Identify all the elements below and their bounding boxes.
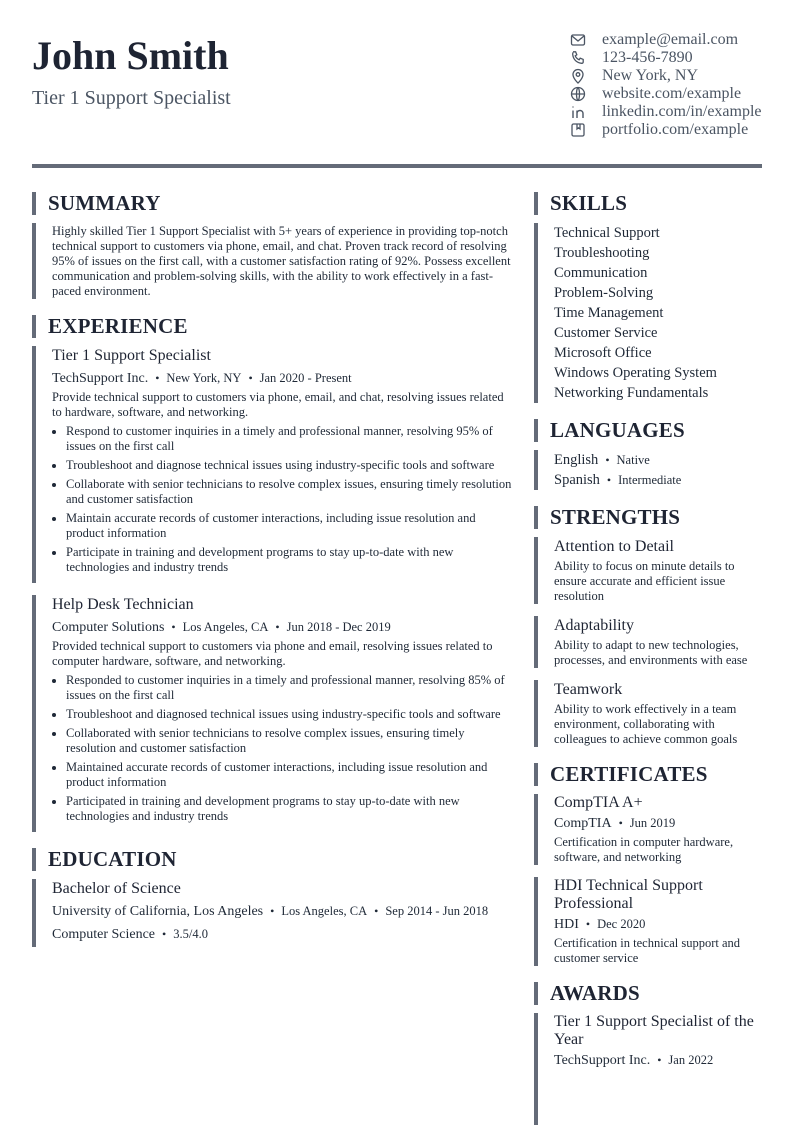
skill-item: Communication xyxy=(554,265,648,281)
certificate-issuer: HDI xyxy=(554,917,579,932)
linkedin-icon xyxy=(570,104,586,120)
strength-title: Adaptability xyxy=(554,617,634,634)
skill-item: Time Management xyxy=(554,305,664,321)
strength-desc: Ability to work effectively in a team environment, collaborating with colleagues to achieve common goals xyxy=(554,702,738,746)
award-date: Jan 2022 xyxy=(668,1053,714,1067)
education-meta: University of California, Los Angeles • Los Angeles, CA • Sep 2014 - Jun 2018 xyxy=(52,904,489,919)
job-company: Computer Solutions xyxy=(52,620,165,635)
job-bullet: • Participated in training and development programs to stay up-to-date with new technologies and industry trends xyxy=(66,794,512,824)
award-meta: TechSupport Inc. • Jan 2022 xyxy=(554,1053,714,1068)
experience-section xyxy=(32,315,512,832)
job-bullet: • Maintain accurate records of customer interactions, including issue resolution and product information xyxy=(66,511,512,541)
job-location: Los Angeles, CA xyxy=(182,620,269,634)
right-column xyxy=(534,192,762,1141)
language-item: English • Native xyxy=(554,452,650,468)
candidate-title: Tier 1 Support Specialist xyxy=(32,87,231,109)
certificate-title: CompTIA A+ xyxy=(554,794,643,811)
summary-text: Highly skilled Tier 1 Support Specialist with 5+ years of experience in providing top-notch technical support to customers via phone, email, and chat. Proven track record of resolving 95% of issues on the first call, with a customer satisfaction rating of 92%. Possess excellent communication and problem-solving skills, with the ability to work effectively in a fast-paced environment. xyxy=(52,224,511,298)
language-level: Intermediate xyxy=(618,473,682,487)
skill-item: Problem-Solving xyxy=(554,285,654,301)
skill-item: Networking Fundamentals xyxy=(554,385,709,401)
strength-item xyxy=(534,680,762,747)
job-bullet: • Troubleshoot and diagnosed technical issues using industry-specific tools and software xyxy=(66,707,512,722)
languages-heading: LANGUAGES xyxy=(534,419,762,442)
contact-website[interactable] xyxy=(570,85,770,103)
contact-location-text: New York, NY xyxy=(602,67,699,84)
education-block xyxy=(32,879,512,947)
job-bullet: • Responded to customer inquiries in a timely and professional manner, resolving 85% of issues on the first call xyxy=(66,673,512,703)
education-field: Computer Science xyxy=(52,927,156,942)
job-dates: Jun 2018 - Dec 2019 xyxy=(286,620,391,634)
resume-header xyxy=(32,0,762,166)
job-location: New York, NY xyxy=(166,371,242,385)
certificate-date: Dec 2020 xyxy=(597,917,646,931)
candidate-name: John Smith xyxy=(32,33,229,78)
job-meta: TechSupport Inc. • New York, NY • Jan 2020 - Present xyxy=(52,371,352,386)
contact-list xyxy=(570,31,770,139)
job-role: Tier 1 Support Specialist xyxy=(52,347,211,364)
job-company: TechSupport Inc. xyxy=(52,371,149,386)
skill-item: Technical Support xyxy=(554,225,660,241)
education-location: Los Angeles, CA xyxy=(281,904,368,918)
language-name: Spanish xyxy=(554,472,600,488)
summary-heading: SUMMARY xyxy=(32,192,512,215)
contact-email-text: example@email.com xyxy=(602,31,739,48)
skill-item: Troubleshooting xyxy=(554,245,650,261)
job-bullet: • Collaborated with senior technicians to resolve complex issues, ensuring timely resolution and customer satisfaction xyxy=(66,726,512,756)
job-dates: Jan 2020 - Present xyxy=(259,371,352,385)
strength-title: Attention to Detail xyxy=(554,538,674,555)
resume-page xyxy=(32,0,762,1068)
location-pin-icon xyxy=(570,68,586,84)
job-description: Provided technical support to customers via phone and email, resolving issues related to computer hardware, software, and networking. xyxy=(52,639,493,668)
experience-heading: EXPERIENCE xyxy=(32,315,512,338)
certificate-desc: Certification in technical support and customer service xyxy=(554,936,741,965)
award-title: Tier 1 Support Specialist of the Year xyxy=(554,1013,754,1048)
certificate-meta: HDI • Dec 2020 xyxy=(554,917,646,932)
contact-phone[interactable] xyxy=(570,49,770,67)
contact-website-text: website.com/example xyxy=(602,85,742,102)
education-school: University of California, Los Angeles xyxy=(52,904,264,919)
certificate-title: HDI Technical Support Professional xyxy=(554,877,703,912)
contact-linkedin-text: linkedin.com/in/example xyxy=(602,103,762,120)
phone-icon xyxy=(570,50,586,66)
contact-portfolio[interactable] xyxy=(570,121,770,139)
skills-block xyxy=(534,223,762,403)
job-bullet: • Respond to customer inquiries in a timely and professional manner, resolving 95% of issues on the first call xyxy=(66,424,512,454)
summary-block xyxy=(32,223,512,299)
strength-item xyxy=(534,537,762,604)
strength-item xyxy=(534,616,762,668)
contact-email[interactable] xyxy=(570,31,770,49)
skills-section xyxy=(534,192,762,403)
award-item xyxy=(534,1013,762,1125)
language-name: English xyxy=(554,452,599,468)
certificates-heading: CERTIFICATES xyxy=(534,763,762,786)
contact-phone-text: 123-456-7890 xyxy=(602,49,693,66)
strength-desc: Ability to adapt to new technologies, processes, and environments with ease xyxy=(554,638,748,667)
strengths-heading: STRENGTHS xyxy=(534,506,762,529)
job-bullet: • Collaborate with senior technicians to resolve complex issues, ensuring timely resolution and customer satisfaction xyxy=(66,477,512,507)
job-bullets xyxy=(52,673,512,824)
globe-icon xyxy=(570,86,586,102)
certificate-issuer: CompTIA xyxy=(554,816,612,831)
certificate-meta: CompTIA • Jun 2019 xyxy=(554,816,676,831)
languages-block xyxy=(534,450,762,490)
education-degree: Bachelor of Science xyxy=(52,880,181,897)
header-divider xyxy=(32,164,762,168)
job-bullet: • Participate in training and development programs to stay up-to-date with new technologies and industry trends xyxy=(66,545,512,575)
certificates-section xyxy=(534,763,762,966)
contact-location xyxy=(570,67,770,85)
education-field-row: Computer Science • 3.5/4.0 xyxy=(52,927,208,942)
awards-section xyxy=(534,982,762,1125)
strength-desc: Ability to focus on minute details to ensure accurate and efficient issue resolution xyxy=(554,559,735,603)
job-description: Provide technical support to customers via phone, email, and chat, resolving issues related to hardware, software, and networking. xyxy=(52,390,504,419)
skills-heading: SKILLS xyxy=(534,192,762,215)
job-role: Help Desk Technician xyxy=(52,596,194,613)
portfolio-icon xyxy=(570,122,586,138)
summary-section xyxy=(32,192,512,299)
education-section xyxy=(32,848,512,947)
contact-portfolio-text: portfolio.com/example xyxy=(602,121,749,138)
awards-heading: AWARDS xyxy=(534,982,762,1005)
skill-item: Microsoft Office xyxy=(554,345,652,361)
job-entry xyxy=(32,346,512,583)
left-column xyxy=(32,192,512,963)
languages-section xyxy=(534,419,762,490)
certificate-item xyxy=(534,794,762,865)
education-heading: EDUCATION xyxy=(32,848,512,871)
contact-linkedin[interactable] xyxy=(570,103,770,121)
education-dates: Sep 2014 - Jun 2018 xyxy=(385,904,489,918)
job-meta: Computer Solutions • Los Angeles, CA • Jun 2018 - Dec 2019 xyxy=(52,620,391,635)
job-bullet: • Troubleshoot and diagnose technical issues using industry-specific tools and software xyxy=(66,458,512,473)
mail-icon xyxy=(570,32,586,48)
language-level: Native xyxy=(616,453,650,467)
strengths-section xyxy=(534,506,762,747)
certificate-date: Jun 2019 xyxy=(629,816,676,830)
language-item: Spanish • Intermediate xyxy=(554,472,682,488)
skill-item: Windows Operating System xyxy=(554,365,717,381)
award-issuer: TechSupport Inc. xyxy=(554,1053,651,1068)
education-gpa: 3.5/4.0 xyxy=(173,927,208,941)
certificate-item xyxy=(534,877,762,966)
strength-title: Teamwork xyxy=(554,681,623,698)
job-entry xyxy=(32,595,512,832)
skill-item: Customer Service xyxy=(554,325,658,341)
certificate-desc: Certification in computer hardware, software, and networking xyxy=(554,835,734,864)
job-bullets xyxy=(52,424,512,575)
job-bullet: • Maintained accurate records of customer interactions, including issue resolution and product information xyxy=(66,760,512,790)
